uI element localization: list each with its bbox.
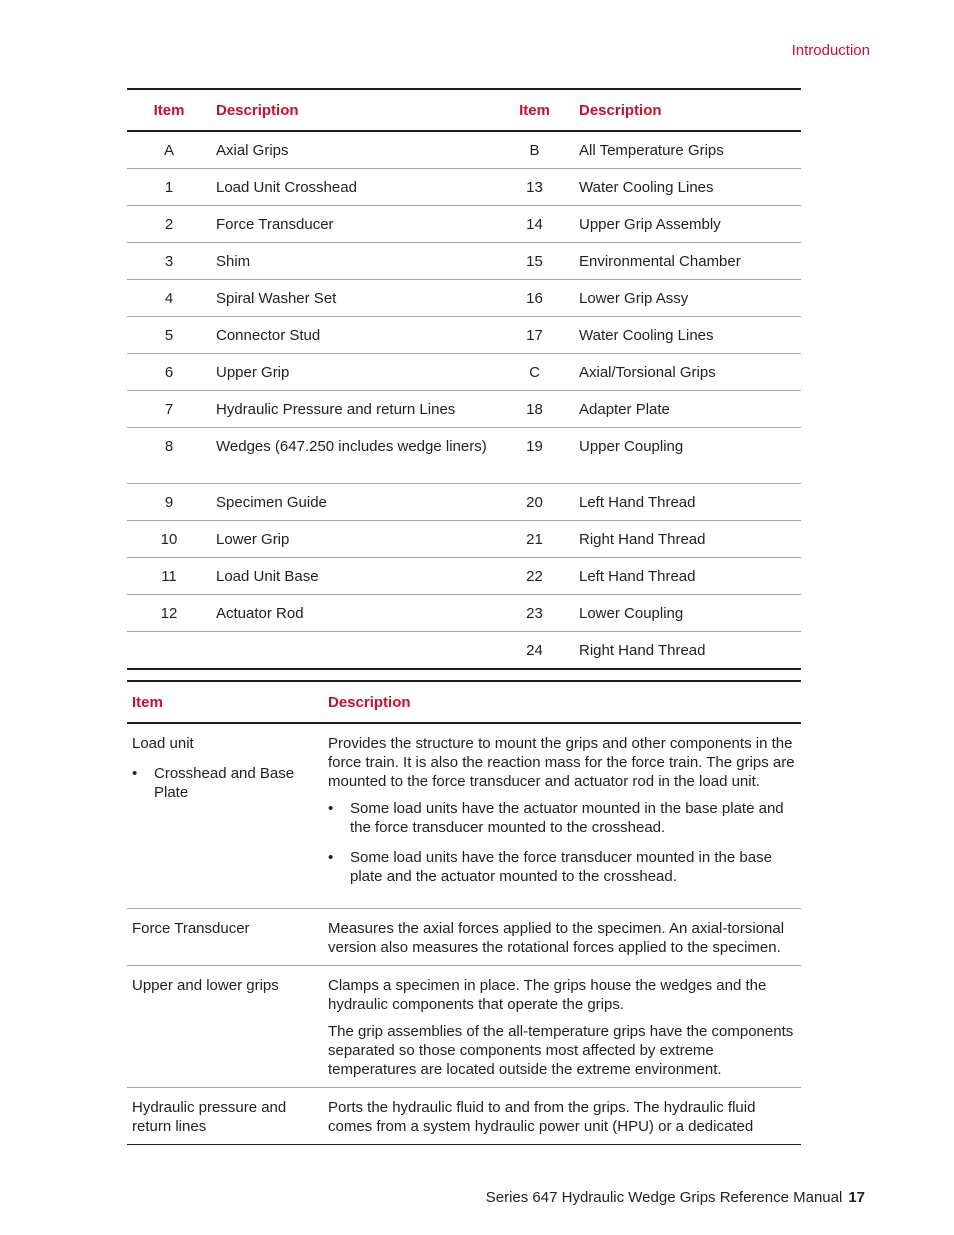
list-item xyxy=(328,848,797,886)
description-text: Provides the structure to mount the grips and other components in the force train. It is also the reaction mass for the force train. The grips are mounted to the force transducer and actuator rod in the load unit. xyxy=(328,735,795,790)
cell-item-2: 24 xyxy=(526,642,543,659)
cell-description-2: Environmental Chamber xyxy=(579,253,741,270)
cell-description-2: Upper Grip Assembly xyxy=(579,216,721,233)
sub-item-label: Crosshead and Base Plate xyxy=(154,765,295,801)
table-row xyxy=(127,558,801,595)
cell-item: 3 xyxy=(164,253,174,270)
cell-description: Lower Grip xyxy=(216,531,290,548)
cell-item-2: 17 xyxy=(526,327,543,344)
item-label: Force Transducer xyxy=(132,919,250,937)
note-text: Some load units have the actuator mounted in the base plate and the force transducer mounted to the crosshead. xyxy=(350,800,784,836)
cell-item-2: 15 xyxy=(526,253,543,270)
cell-description-2: Water Cooling Lines xyxy=(579,327,714,344)
cell-item xyxy=(127,632,211,670)
col-description: Description xyxy=(216,101,299,119)
cell-description xyxy=(211,632,495,670)
col-item: Item xyxy=(132,693,163,711)
cell-item-2: 22 xyxy=(526,568,543,585)
cell-description: Wedges (647.250 includes wedge liners) xyxy=(216,438,487,455)
cell-item: A xyxy=(163,142,174,159)
cell-description: Load Unit Crosshead xyxy=(216,179,357,196)
cell-item: 10 xyxy=(160,531,178,548)
components-table xyxy=(127,680,801,1145)
bullet: • xyxy=(328,849,334,866)
cell-description: Hydraulic Pressure and return Lines xyxy=(216,401,456,418)
description-text: Ports the hydraulic fluid to and from the grips. The hydraulic fluid comes from a system hydraulic power unit (HPU) or a dedicated xyxy=(328,1098,756,1135)
cell-description-2: Axial/Torsional Grips xyxy=(579,364,716,381)
cell-description-2: Lower Grip Assy xyxy=(579,290,689,307)
table-row xyxy=(127,723,801,908)
bullet: • xyxy=(328,800,334,817)
cell-description: Force Transducer xyxy=(216,216,334,233)
cell-description-2: All Temperature Grips xyxy=(579,142,724,159)
table-row xyxy=(127,280,801,317)
list-item xyxy=(328,799,797,837)
cell-item: 2 xyxy=(164,216,174,233)
item-label: Load unit xyxy=(132,735,194,752)
table-row xyxy=(127,243,801,280)
cell-item: 5 xyxy=(164,327,174,344)
parts-table-header xyxy=(127,89,801,131)
cell-item: 12 xyxy=(160,605,178,622)
cell-description: Axial Grips xyxy=(216,142,289,159)
list-item xyxy=(132,764,328,802)
cell-description: Actuator Rod xyxy=(216,605,304,622)
table-row xyxy=(127,428,801,484)
description-text: Measures the axial forces applied to the specimen. An axial-torsional version also measures the rotational forces applied to the specimen. xyxy=(328,919,785,956)
page-footer xyxy=(486,1189,865,1206)
cell-item-2: C xyxy=(529,364,540,381)
cell-description-2: Upper Coupling xyxy=(579,438,684,455)
table-row xyxy=(127,317,801,354)
table-row xyxy=(127,521,801,558)
table-row xyxy=(127,632,801,670)
note-text: Some load units have the force transducer mounted in the base plate and the actuator mounted to the crosshead. xyxy=(350,849,772,885)
cell-item-2: 16 xyxy=(526,290,543,307)
description-text: Clamps a specimen in place. The grips house the wedges and the hydraulic components that operate the grips. xyxy=(328,976,767,1013)
cell-description-2: Lower Coupling xyxy=(579,605,684,622)
cell-description: Specimen Guide xyxy=(216,494,327,511)
cell-item: 6 xyxy=(164,364,174,381)
section-header: Introduction xyxy=(791,42,870,59)
table-row xyxy=(127,965,801,1087)
cell-item-2: 13 xyxy=(526,179,543,196)
cell-description-2: Right Hand Thread xyxy=(579,531,706,548)
col-description-2: Description xyxy=(579,101,662,119)
cell-description: Upper Grip xyxy=(216,364,290,381)
table-row xyxy=(127,206,801,243)
table-row xyxy=(127,169,801,206)
cell-item: 1 xyxy=(164,179,174,196)
cell-item: 11 xyxy=(161,568,177,585)
cell-item-2: 19 xyxy=(526,438,543,455)
cell-description: Shim xyxy=(216,253,251,270)
item-label: Hydraulic pressure and return lines xyxy=(132,1098,287,1135)
item-label: Upper and lower grips xyxy=(132,976,279,994)
col-item-2: Item xyxy=(519,101,550,119)
cell-description: Spiral Washer Set xyxy=(216,290,337,307)
manual-title: Series 647 Hydraulic Wedge Grips Reference Manual xyxy=(485,1189,843,1206)
cell-description-2: Water Cooling Lines xyxy=(579,179,714,196)
col-description: Description xyxy=(328,693,411,711)
bullet: • xyxy=(132,765,138,782)
table-row xyxy=(127,131,801,169)
table-row xyxy=(127,391,801,428)
cell-description: Connector Stud xyxy=(216,327,321,344)
cell-description: Load Unit Base xyxy=(216,568,319,585)
table-row xyxy=(127,908,801,965)
page-number: 17 xyxy=(848,1189,865,1206)
cell-description-2: Left Hand Thread xyxy=(579,494,696,511)
cell-item: 9 xyxy=(164,494,174,511)
cell-item-2: B xyxy=(529,142,540,159)
components-table-header xyxy=(127,681,801,723)
cell-item: 7 xyxy=(164,401,174,418)
table-row xyxy=(127,484,801,521)
notes-list xyxy=(328,799,797,886)
sub-item-list xyxy=(132,764,328,802)
cell-item: 4 xyxy=(164,290,174,307)
cell-item-2: 21 xyxy=(526,531,543,548)
table-row xyxy=(127,354,801,391)
description-text: The grip assemblies of the all-temperature grips have the components separated so those components most affected by extreme temperatures are located outside the extreme environment. xyxy=(328,1022,794,1078)
col-item: Item xyxy=(153,101,185,119)
cell-description-2: Left Hand Thread xyxy=(579,568,696,585)
cell-item: 8 xyxy=(164,438,174,455)
cell-item-2: 23 xyxy=(526,605,543,622)
cell-description-2: Adapter Plate xyxy=(579,401,670,418)
cell-item-2: 20 xyxy=(526,494,543,511)
table-row xyxy=(127,1087,801,1144)
cell-item-2: 18 xyxy=(526,401,543,418)
cell-item-2: 14 xyxy=(526,216,543,233)
table-row xyxy=(127,595,801,632)
parts-table xyxy=(127,88,801,670)
cell-description-2: Right Hand Thread xyxy=(579,642,706,659)
